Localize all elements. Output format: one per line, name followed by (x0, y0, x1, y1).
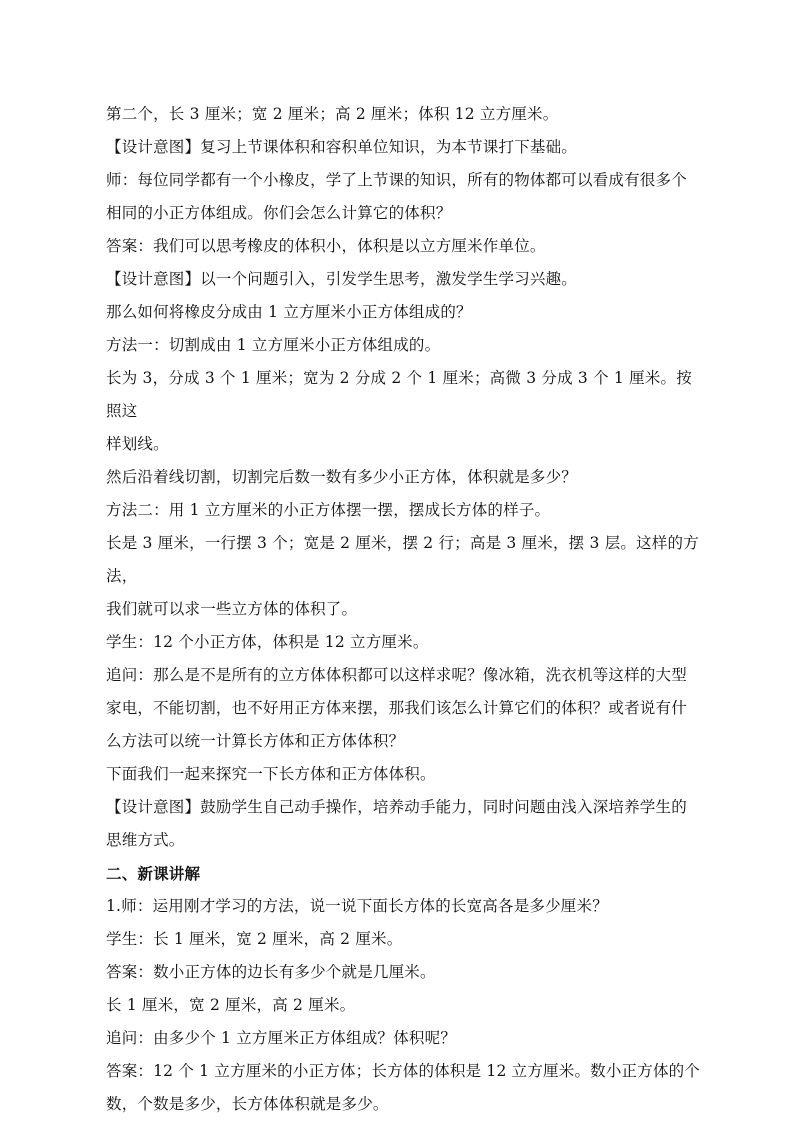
paragraph-line: 答案：数小正方体的边长有多少个就是几厘米。 (106, 963, 436, 981)
paragraph (106, 923, 706, 956)
paragraph (106, 989, 706, 1022)
document-body (106, 98, 706, 1121)
paragraph-line: 1.师：运用刚才学习的方法，说一说下面长方体的长宽高各是多少厘米？ (106, 897, 608, 915)
heading-line: 二、新课讲解 (106, 864, 201, 883)
paragraph-line: 相同的小正方体组成。你们会怎么计算它的体积？ (106, 204, 452, 222)
paragraph (106, 263, 706, 296)
paragraph-line: 师：每位同学都有一个小橡皮，学了上节课的知识，所有的物体都可以看成有很多个 (106, 171, 687, 189)
paragraph (106, 164, 706, 230)
paragraph-line: 追问：那么是不是所有的立方体体积都可以这样求呢？像冰箱，洗衣机等这样的大型 (106, 666, 687, 684)
paragraph-line: 第二个，长 3 厘米；宽 2 厘米；高 2 厘米；体积 12 立方厘米。 (106, 105, 559, 123)
paragraph-line: 【设计意图】以一个问题引入，引发学生思考，激发学生学习兴趣。 (106, 270, 578, 288)
paragraph-line: 方法一：切割成由 1 立方厘米小正方体组成的。 (106, 336, 441, 354)
paragraph-line: 答案：12 个 1 立方厘米的小正方体；长方体的体积是 12 立方厘米。数小正方体的个 (106, 1062, 701, 1080)
paragraph-line: 学生：12 个小正方体，体积是 12 立方厘米。 (106, 633, 429, 651)
paragraph (106, 527, 706, 626)
paragraph-line: 我们就可以求一些立方体的体积了。 (106, 600, 358, 618)
paragraph-line: 方法二：用 1 立方厘米的小正方体摆一摆，摆成长方体的样子。 (106, 501, 551, 519)
paragraph (106, 626, 706, 659)
paragraph (106, 758, 706, 791)
paragraph (106, 362, 706, 461)
paragraph-line: 那么如何将橡皮分成由 1 立方厘米小正方体组成的？ (106, 303, 472, 321)
paragraph (106, 1022, 706, 1055)
paragraph-line: 学生：长 1 厘米，宽 2 厘米，高 2 厘米。 (106, 930, 403, 948)
paragraph-line: 么方法可以统一计算长方体和正方体体积？ (106, 732, 405, 750)
paragraph-line: 【设计意图】复习上节课体积和容积单位知识，为本节课打下基础。 (106, 138, 578, 156)
paragraph (106, 296, 706, 329)
paragraph (106, 131, 706, 164)
paragraph-line: 思维方式。 (106, 831, 185, 849)
paragraph (106, 956, 706, 989)
paragraph-line: 长为 3，分成 3 个 1 厘米；宽为 2 分成 2 个 1 厘米；高微 3 分成 3 个 1 厘米。按照这 (106, 369, 692, 420)
paragraph (106, 494, 706, 527)
paragraph (106, 230, 706, 263)
paragraph-line: 【设计意图】鼓励学生自己动手操作，培养动手能力，同时问题由浅入深培养学生的 (106, 798, 687, 816)
paragraph-line: 然后沿着线切割，切割完后数一数有多少小正方体，体积就是多少？ (106, 468, 578, 486)
paragraph-line: 家电，不能切割，也不好用正方体来摆，那我们该怎么计算它们的体积？或者说有什 (106, 699, 687, 717)
paragraph (106, 659, 706, 758)
paragraph-line: 答案：我们可以思考橡皮的体积小，体积是以立方厘米作单位。 (106, 237, 546, 255)
paragraph-line: 下面我们一起来探究一下长方体和正方体体积。 (106, 765, 436, 783)
paragraph (106, 1055, 706, 1121)
paragraph (106, 329, 706, 362)
section-heading (106, 857, 706, 890)
paragraph-line: 数，个数是多少，长方体体积就是多少。 (106, 1095, 389, 1113)
paragraph-line: 追问：由多少个 1 立方厘米正方体组成？体积呢？ (106, 1029, 457, 1047)
paragraph (106, 98, 706, 131)
paragraph-line: 样划线。 (106, 435, 169, 453)
paragraph-line: 长 1 厘米，宽 2 厘米，高 2 厘米。 (106, 996, 356, 1014)
paragraph (106, 461, 706, 494)
paragraph (106, 890, 706, 923)
paragraph-line: 长是 3 厘米，一行摆 3 个；宽是 2 厘米，摆 2 行；高是 3 厘米，摆 3 层。这样的方法， (106, 534, 699, 585)
paragraph (106, 791, 706, 857)
